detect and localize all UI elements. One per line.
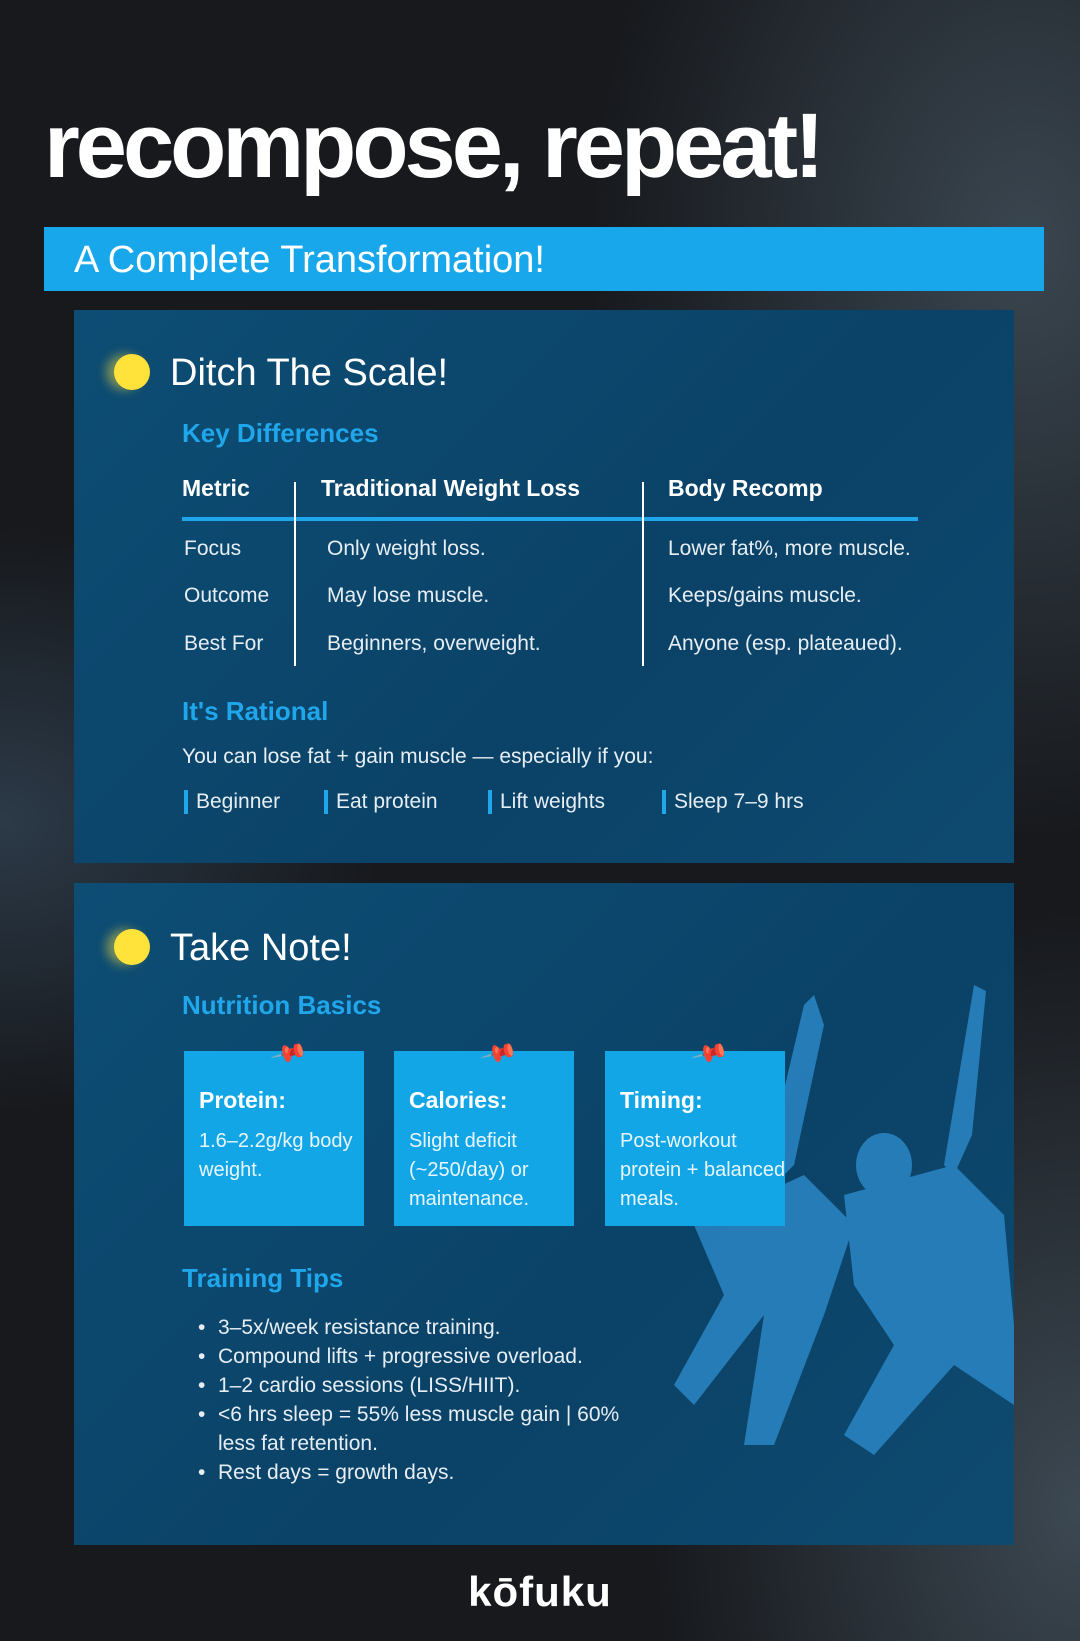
ditch-the-scale-panel bbox=[74, 310, 1014, 863]
table-cell: May lose muscle. bbox=[327, 584, 490, 607]
table-cell: Focus bbox=[184, 537, 242, 560]
pushpin-icon: 📌 bbox=[269, 1034, 309, 1073]
take-note-panel bbox=[74, 883, 1014, 1545]
rational-heading: It's Rational bbox=[182, 696, 329, 726]
rational-text: You can lose fat + gain muscle — especially if you: bbox=[182, 745, 654, 768]
section-title: Ditch The Scale! bbox=[170, 352, 449, 394]
list-item: • <6 hrs sleep = 55% less muscle gain | 60% less fat retention. bbox=[196, 1400, 656, 1458]
list-item: • Rest days = growth days. bbox=[196, 1458, 656, 1487]
list-item: • Compound lifts + progressive overload. bbox=[196, 1342, 656, 1371]
list-item: • 1–2 cardio sessions (LISS/HIIT). bbox=[196, 1371, 656, 1400]
rational-item: Eat protein bbox=[324, 790, 438, 814]
table-cell: Only weight loss. bbox=[327, 537, 486, 560]
nutrition-heading: Nutrition Basics bbox=[182, 990, 382, 1020]
rational-item: Sleep 7–9 hrs bbox=[662, 790, 804, 814]
yellow-dot-icon bbox=[114, 929, 150, 965]
table-cell: Anyone (esp. plateaued). bbox=[668, 632, 903, 655]
card-text: Post-workout protein + balanced meals. bbox=[620, 1130, 786, 1210]
pushpin-icon: 📌 bbox=[479, 1034, 519, 1073]
table-cell: Keeps/gains muscle. bbox=[668, 584, 862, 607]
card-text: Slight deficit (~250/day) or maintenance. bbox=[409, 1130, 530, 1210]
rational-item: Lift weights bbox=[488, 790, 605, 814]
table-header-recomp: Body Recomp bbox=[668, 475, 823, 501]
card-title: Timing: bbox=[620, 1087, 703, 1113]
nutrition-card-timing bbox=[605, 1034, 786, 1226]
table-header-rule bbox=[182, 517, 918, 521]
section-title: Take Note! bbox=[170, 927, 352, 969]
table-header-metric: Metric bbox=[182, 475, 250, 501]
yellow-dot-icon bbox=[114, 354, 150, 390]
table-divider-1 bbox=[294, 482, 296, 666]
brand-logo: kōfuku bbox=[468, 1568, 612, 1615]
table-cell: Lower fat%, more muscle. bbox=[668, 537, 911, 560]
card-title: Protein: bbox=[199, 1087, 286, 1113]
card-text: 1.6–2.2g/kg body weight. bbox=[199, 1130, 353, 1181]
nutrition-card-protein bbox=[184, 1034, 364, 1226]
nutrition-card-calories bbox=[394, 1034, 574, 1226]
training-tips-list bbox=[196, 1313, 656, 1487]
banner bbox=[44, 227, 1044, 291]
training-heading: Training Tips bbox=[182, 1263, 344, 1293]
banner-text: A Complete Transformation! bbox=[74, 239, 545, 281]
key-differences-heading: Key Differences bbox=[182, 418, 379, 448]
pushpin-icon: 📌 bbox=[690, 1034, 730, 1073]
table-divider-2 bbox=[642, 482, 644, 666]
list-item: • 3–5x/week resistance training. bbox=[196, 1313, 656, 1342]
rational-item: Beginner bbox=[184, 790, 280, 814]
table-header-traditional: Traditional Weight Loss bbox=[321, 475, 580, 501]
table-cell: Best For bbox=[184, 632, 264, 655]
table-cell: Outcome bbox=[184, 584, 270, 607]
headline: recompose, repeat! bbox=[44, 95, 821, 197]
card-title: Calories: bbox=[409, 1087, 508, 1113]
table-cell: Beginners, overweight. bbox=[327, 632, 541, 655]
